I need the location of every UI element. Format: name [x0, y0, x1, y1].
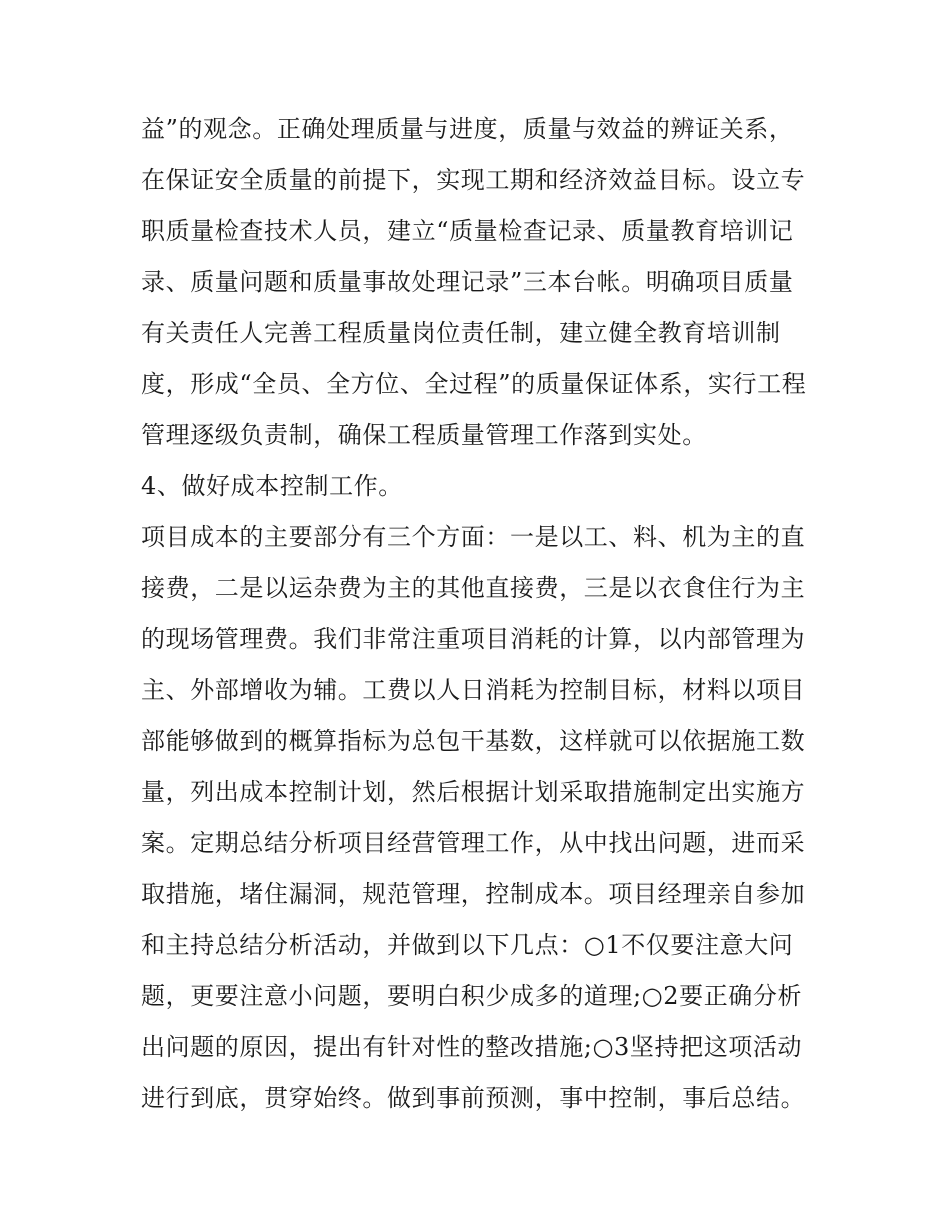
text-line: 度，形成“全员、全方位、全过程”的质量保证体系，实行工程: [141, 370, 807, 398]
section-heading: 4、做好成本控制工作。: [141, 472, 403, 500]
text-line: 在保证安全质量的前提下，实现工期和经济效益目标。设立专: [141, 166, 806, 194]
body-text: [141, 104, 831, 1124]
text-line: 益”的观念。正确处理质量与进度，质量与效益的辨证关系，: [141, 115, 794, 143]
text-line: 出问题的原因，提出有针对性的整改措施;○3坚持把这项活动: [141, 1033, 803, 1061]
text-line: 题，更要注意小问题，要明白积少成多的道理;○2要正确分析: [141, 982, 803, 1010]
text-line: 部能够做到的概算指标为总包干基数，这样就可以依据施工数: [141, 727, 806, 755]
text-line: 的现场管理费。我们非常注重项目消耗的计算，以内部管理为: [141, 625, 806, 653]
text-line: 接费，二是以运杂费为主的其他直接费，三是以衣食住行为主: [141, 574, 806, 602]
text-line: 管理逐级负责制，确保工程质量管理工作落到实处。: [141, 421, 707, 449]
text-line: 进行到底，贯穿始终。做到事前预测，事中控制，事后总结。: [141, 1084, 806, 1112]
text-line: 有关责任人完善工程质量岗位责任制，建立健全教育培训制: [141, 319, 781, 347]
text-line: 职质量检查技术人员，建立“质量检查记录、质量教育培训记: [141, 217, 794, 245]
text-line: 和主持总结分析活动，并做到以下几点：○1不仅要注意大问: [141, 931, 794, 959]
text-line: 录、质量问题和质量事故处理记录”三本台帐。明确项目质量: [141, 268, 794, 296]
text-line: 主、外部增收为辅。工费以人日消耗为控制目标，材料以项目: [141, 676, 806, 704]
text-line: 量，列出成本控制计划，然后根据计划采取措施制定出实施方: [141, 778, 806, 806]
text-line: 取措施，堵住漏洞，规范管理，控制成本。项目经理亲自参加: [141, 880, 806, 908]
text-line: 项目成本的主要部分有三个方面：一是以工、料、机为主的直: [141, 523, 806, 551]
text-line: 案。定期总结分析项目经营管理工作，从中找出问题，进而采: [141, 829, 806, 857]
